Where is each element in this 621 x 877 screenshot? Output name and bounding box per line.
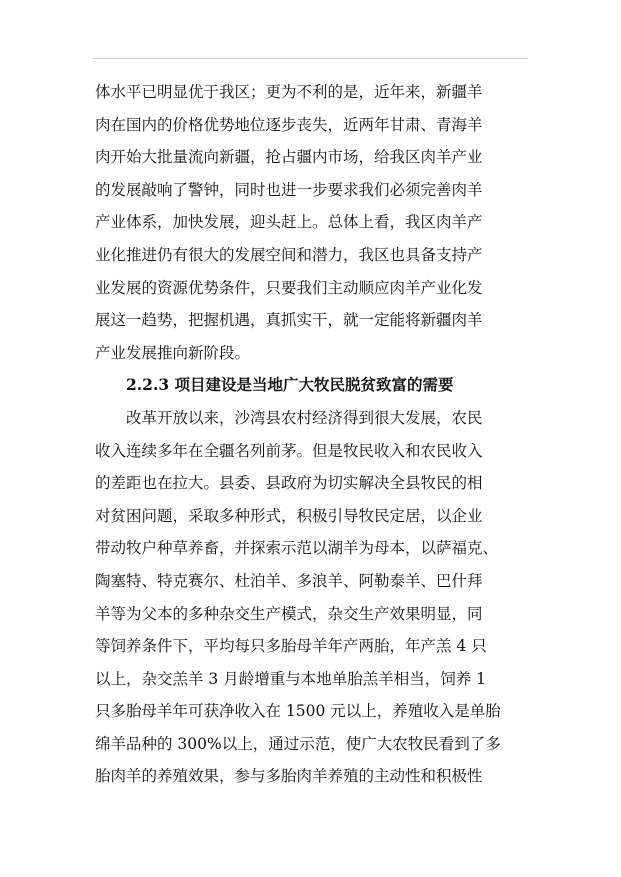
text-line: 肉开始大批量流向新疆，抢占疆内市场，给我区肉羊产业 xyxy=(95,148,483,167)
text-line: 产业体系，加快发展，迎头赶上。总体上看，我区肉羊产 xyxy=(95,213,483,232)
text-line: 改革开放以来，沙湾县农村经济得到很大发展，农民 xyxy=(126,408,483,427)
text-line: 只多胎母羊年可获净收入在 1500 元以上，养殖收入是单胎 xyxy=(95,702,501,721)
text-line: 产业发展推向新阶段。 xyxy=(95,343,251,362)
text-line: 展这一趋势，把握机遇，真抓实干，就一定能将新疆肉羊 xyxy=(95,311,483,330)
header-rule xyxy=(92,58,528,59)
document-body xyxy=(95,76,527,793)
text-line: 的发展敲响了警钟，同时也进一步要求我们必须完善肉羊 xyxy=(95,180,483,199)
text-line: 体水平已明显优于我区；更为不利的是，近年来，新疆羊 xyxy=(95,83,483,101)
text-line: 陶塞特、特克赛尔、杜泊羊、多浪羊、阿勒泰羊、巴什拜 xyxy=(95,571,483,590)
text-line: 收入连续多年在全疆名列前茅。但是牧民收入和农民收入 xyxy=(95,441,483,460)
text-line: 业化推进仍有很大的发展空间和潜力，我区也具备支持产 xyxy=(95,245,483,264)
text-line: 的差距也在拉大。县委、县政府为切实解决全县牧民的相 xyxy=(95,474,483,493)
paragraph-1 xyxy=(95,76,527,369)
text-line: 等饲养条件下，平均每只多胎母羊年产两胎，年产羔 4 只 xyxy=(95,637,487,656)
text-line: 肉在国内的价格优势地位逐步丧失，近两年甘肃、青海羊 xyxy=(95,115,483,134)
text-line: 绵羊品种的 300%以上，通过示范，使广大农牧民看到了多 xyxy=(95,734,501,753)
text-line: 对贫困问题，采取多种形式，积极引导牧民定居，以企业 xyxy=(95,506,483,525)
paragraph-2 xyxy=(95,402,527,793)
text-line: 羊等为父本的多种杂交生产模式，杂交生产效果明显，同 xyxy=(95,604,483,623)
section-heading: 2.2.3 项目建设是当地广大牧民脱贫致富的需要 xyxy=(126,375,454,395)
text-line: 业发展的资源优势条件，只要我们主动顺应肉羊产业化发 xyxy=(95,278,483,297)
text-line: 胎肉羊的养殖效果，参与多胎肉羊养殖的主动性和积极性 xyxy=(95,767,483,786)
text-line: 带动牧户种草养畜，并探索示范以湖羊为母本，以萨福克、 xyxy=(95,539,499,558)
text-line: 以上，杂交羔羊 3 月龄增重与本地单胎羔羊相当，饲养 1 xyxy=(95,669,487,688)
